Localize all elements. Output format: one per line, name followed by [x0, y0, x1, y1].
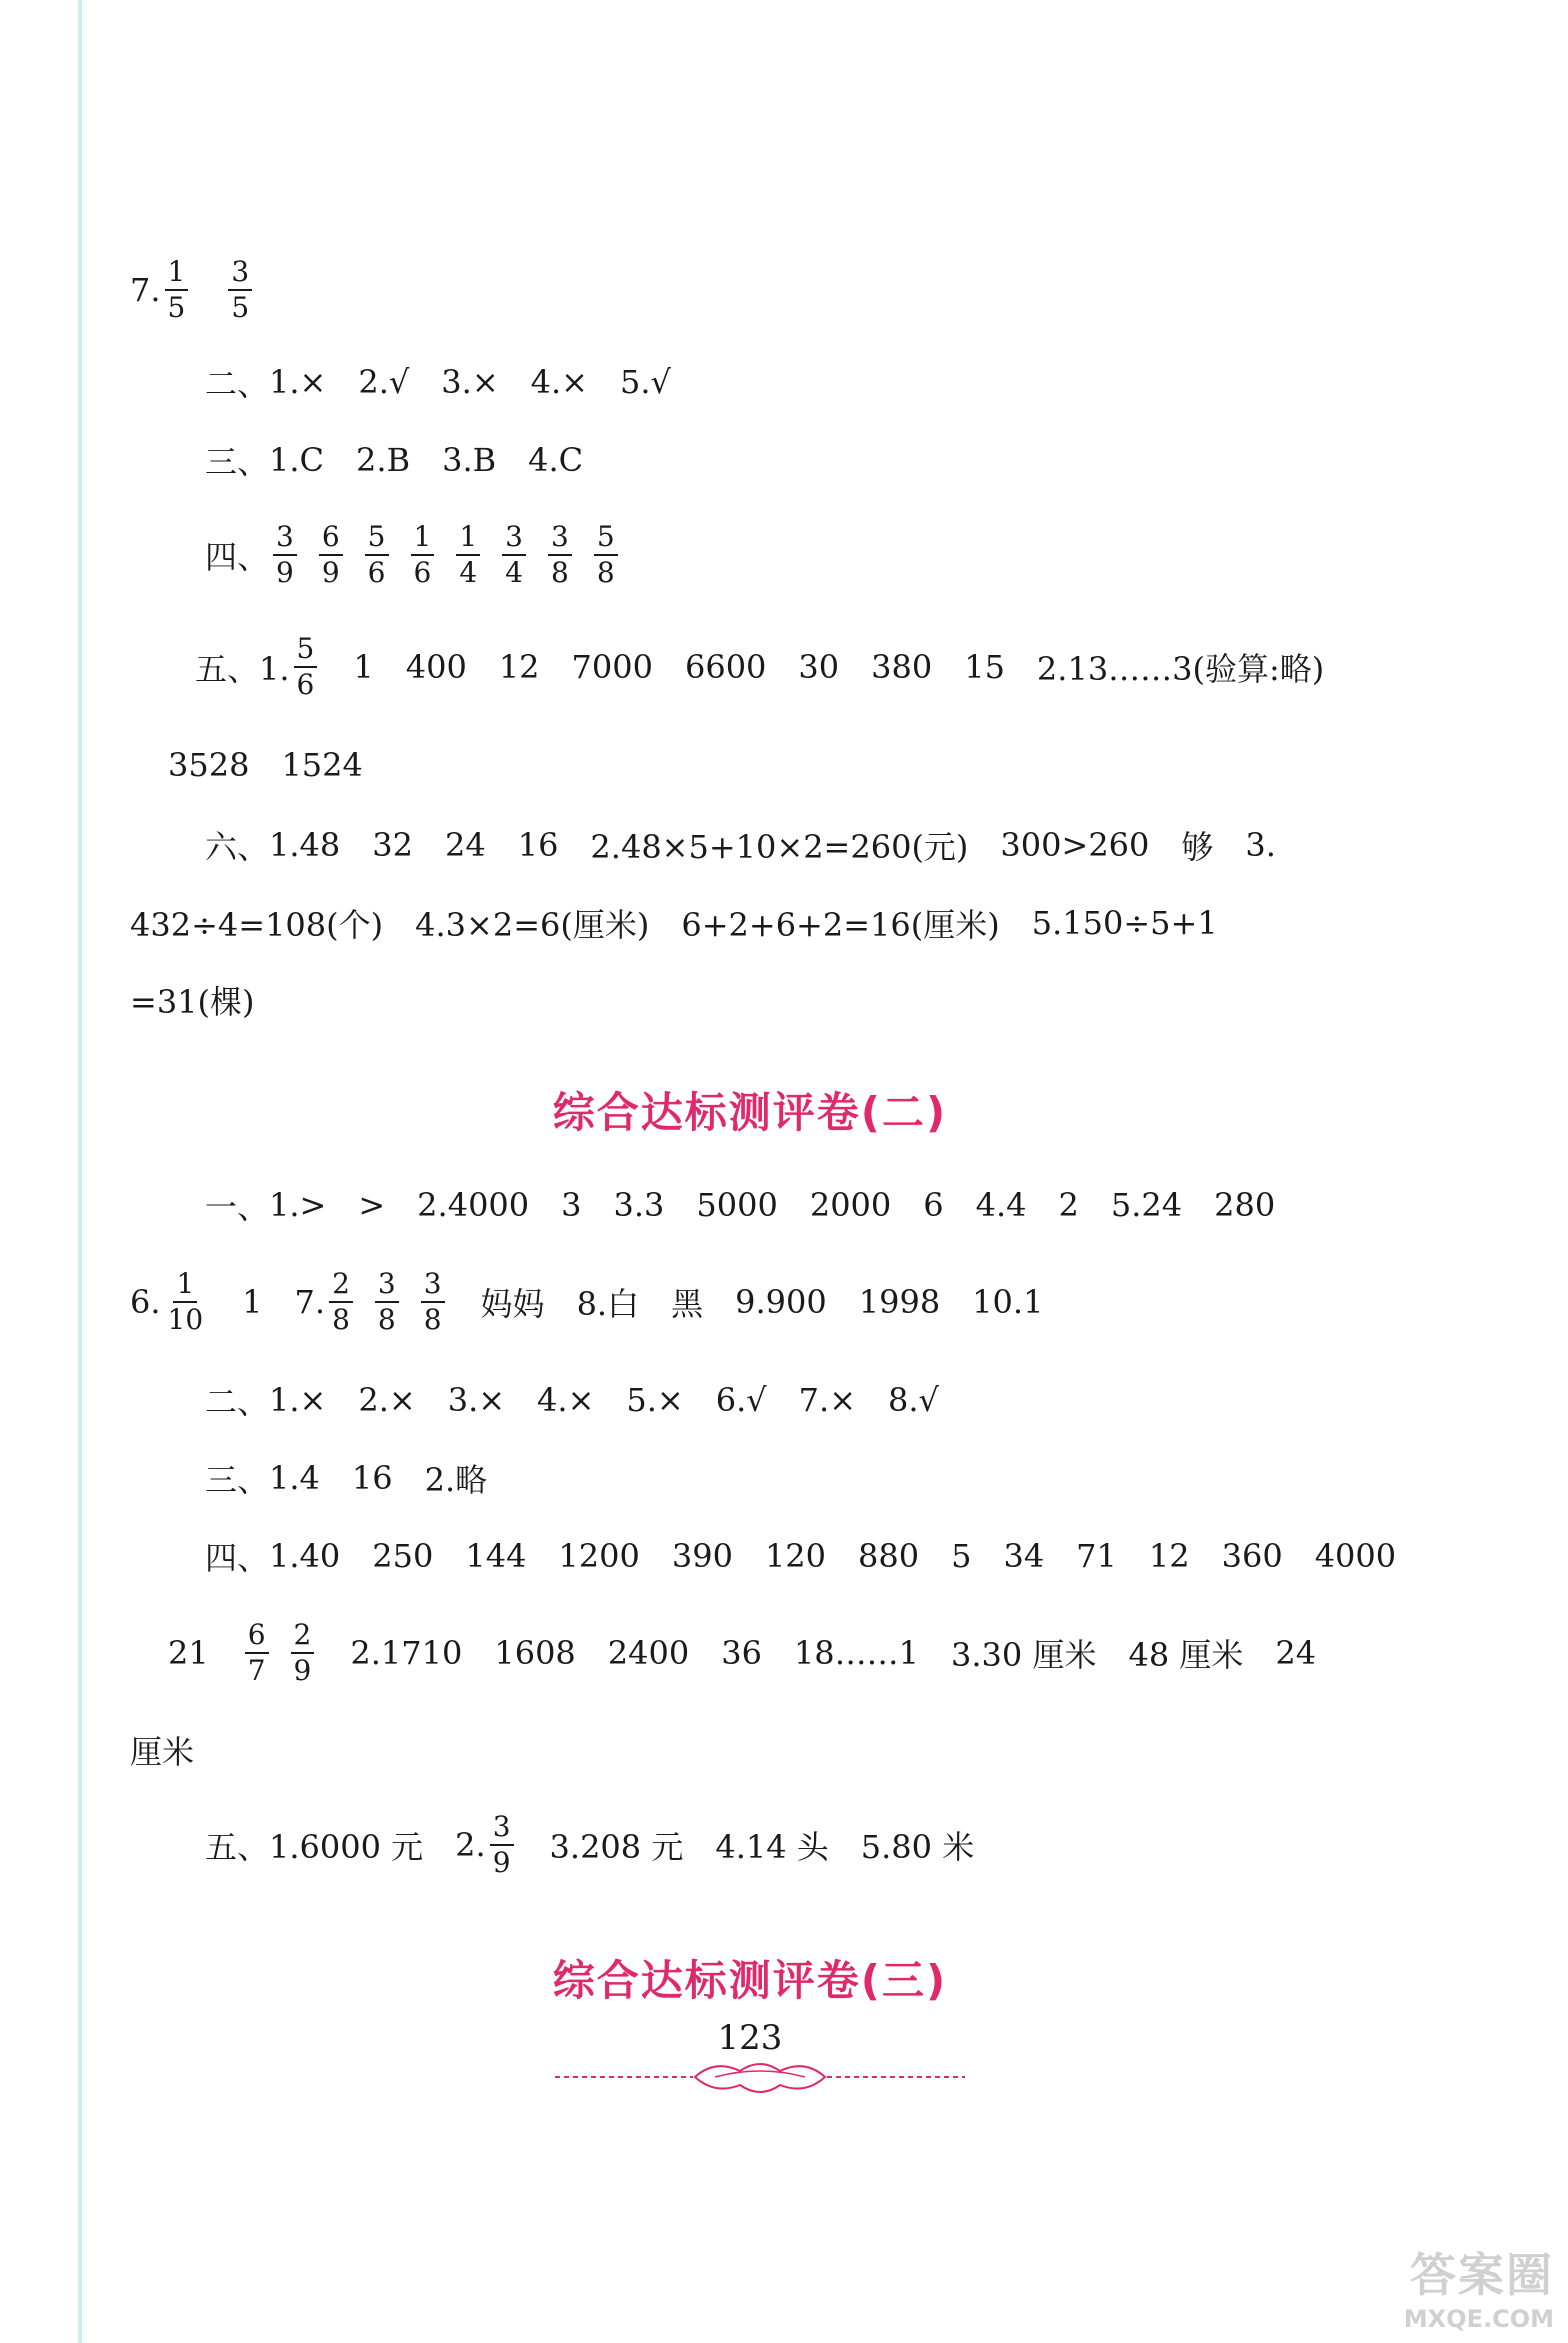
fraction: $\frac{2}{8}$	[329, 1270, 353, 1334]
answer-line	[130, 1720, 194, 1780]
fraction: $\frac{1}{5}$	[165, 258, 189, 322]
answer-item: 5.80 米	[860, 1828, 975, 1866]
answer-item: 24	[1275, 1634, 1317, 1672]
answer-item: 300>260	[1000, 826, 1150, 864]
answer-item: 6.√	[715, 1381, 767, 1419]
answer-line	[130, 893, 1218, 953]
answer-item: 6+2+6+2=16(厘米)	[681, 906, 1000, 944]
section-label: 一、	[205, 1188, 270, 1226]
answer-item: 3.×	[441, 363, 499, 401]
answer-item: 6	[923, 1186, 944, 1224]
answer-line	[205, 815, 1276, 875]
section-label: 六、	[205, 828, 270, 866]
fraction: $\frac{3}{9}$	[273, 523, 297, 587]
item-number: 6.	[130, 1283, 161, 1321]
fraction: $\frac{3}{8}$	[375, 1270, 399, 1334]
answer-line	[168, 1613, 1316, 1693]
answer-item: 3	[561, 1186, 582, 1224]
answer-item: 21	[168, 1634, 209, 1672]
answer-item: 8.√	[888, 1381, 939, 1419]
answer-item: 4.3×2=6(厘米)	[415, 906, 650, 944]
answer-item: 9.900	[735, 1283, 827, 1321]
answer-item: 3.B	[442, 441, 497, 479]
answer-item: 4.C	[528, 441, 584, 479]
answer-item: 1	[242, 1283, 263, 1321]
fraction: $\frac{3}{8}$	[421, 1270, 445, 1334]
item-number: 7.	[294, 1283, 326, 1321]
answer-item: 妈妈	[480, 1285, 545, 1323]
answer-line	[205, 515, 622, 595]
answer-item: 2.1710	[350, 1634, 463, 1672]
answer-item: 4000	[1314, 1537, 1397, 1575]
answer-item: 5.150÷5+1	[1031, 904, 1218, 942]
item-number: 2.	[455, 1826, 486, 1864]
answer-item: 4.14 头	[715, 1828, 829, 1866]
fraction: $\frac{2}{9}$	[291, 1621, 315, 1685]
answer-item: 1.40	[269, 1537, 341, 1575]
answer-item: 144	[465, 1537, 527, 1575]
watermark	[1404, 2239, 1554, 2333]
fraction: $\frac{1}{4}$	[456, 523, 480, 587]
answer-line	[130, 250, 256, 330]
watermark-logo-text: 答案圈	[1410, 2248, 1554, 2302]
section-label: 三、	[205, 1461, 270, 1499]
answer-item: 380	[871, 648, 933, 686]
answer-item: 4.4	[975, 1186, 1027, 1224]
answer-item: 360	[1221, 1537, 1283, 1575]
fraction: $\frac{5}{6}$	[294, 635, 318, 699]
answer-item: 2400	[607, 1634, 690, 1672]
answer-item: 5000	[696, 1186, 778, 1224]
answer-item: 2.4000	[417, 1186, 530, 1224]
section-label: 五、1.	[195, 650, 290, 688]
answer-item: 5.24	[1110, 1186, 1183, 1224]
watermark-url: MXQE.COM	[1403, 2305, 1554, 2333]
section-heading: 综合达标测评卷(三)	[552, 1956, 948, 2005]
answer-item: 3528	[168, 746, 250, 784]
fraction: $\frac{6}{9}$	[319, 523, 343, 587]
answer-item: 1524	[281, 746, 363, 784]
answer-line	[168, 735, 363, 795]
answer-item: 1.>	[269, 1186, 327, 1224]
answer-item: 16	[351, 1459, 393, 1497]
answer-line	[205, 1805, 974, 1885]
answer-item: 1.×	[269, 1381, 327, 1419]
answer-item: 4.×	[530, 363, 588, 401]
answer-item: 16	[517, 826, 559, 864]
answer-line	[205, 352, 671, 412]
fraction: $\frac{5}{6}$	[365, 523, 389, 587]
section-label: 四、	[205, 1539, 270, 1577]
answer-line	[205, 1370, 939, 1430]
answer-item: 黑	[671, 1285, 704, 1323]
answer-item: 32	[372, 826, 413, 864]
answer-item: 2	[1058, 1186, 1079, 1224]
section-label: 二、	[205, 1383, 270, 1421]
answer-item: 2.略	[424, 1461, 488, 1499]
answer-item: 5.×	[626, 1381, 684, 1419]
answer-item: 432÷4=108(个)	[130, 906, 384, 944]
answer-item: 够	[1181, 828, 1214, 866]
answer-item: 1608	[494, 1634, 576, 1672]
answer-item: 7.×	[798, 1381, 856, 1419]
answer-item: 34	[1003, 1537, 1045, 1575]
section-label: 三、	[205, 443, 270, 481]
fraction: $\frac{3}{8}$	[548, 523, 572, 587]
answer-line	[130, 970, 255, 1030]
answer-item: 10.1	[972, 1283, 1044, 1321]
answer-line	[205, 1448, 487, 1508]
answer-line	[205, 430, 583, 490]
answer-item: 厘米	[130, 1733, 195, 1771]
answer-line	[130, 1262, 1043, 1342]
answer-item: 3.×	[447, 1381, 506, 1419]
answer-item: 15	[964, 648, 1005, 686]
answer-item: 24	[444, 826, 486, 864]
fraction: $\frac{6}{7}$	[245, 1621, 269, 1685]
answer-item: 5.√	[619, 363, 671, 401]
answer-item: 7000	[571, 648, 653, 686]
answer-item: 280	[1214, 1186, 1276, 1224]
answer-line	[205, 1175, 1275, 1235]
page-footer-ornament-icon	[555, 2055, 965, 2103]
answer-item: 400	[405, 648, 467, 686]
fraction: $\frac{1}{10}$	[167, 1267, 204, 1336]
answer-item: 250	[372, 1537, 434, 1575]
section-label: 四、	[205, 538, 270, 576]
section-label: 五、	[205, 1828, 270, 1866]
answer-item: 1.6000 元	[269, 1828, 424, 1866]
section-label: 二、	[205, 365, 270, 403]
answer-item: 2.48×5+10×2=260(元)	[590, 828, 969, 866]
answer-item: 1.C	[269, 441, 325, 479]
answer-item: 4.×	[537, 1381, 595, 1419]
answer-item: 2.13……3(验算:略)	[1036, 650, 1325, 688]
answer-item: 8.白	[576, 1285, 640, 1323]
answer-item: 1998	[858, 1283, 941, 1321]
fraction: $\frac{3}{5}$	[228, 258, 252, 322]
page-number: 123	[717, 2018, 783, 2058]
answer-line	[205, 1526, 1396, 1586]
answer-item: 1.48	[269, 826, 341, 864]
answer-item: 2000	[809, 1186, 892, 1224]
item-number: 7.	[130, 271, 161, 309]
answer-item: 71	[1076, 1537, 1117, 1575]
answer-item: 12	[1148, 1537, 1190, 1575]
answer-item: 1200	[558, 1537, 640, 1575]
fraction: $\frac{5}{8}$	[594, 523, 618, 587]
answer-item: 2.B	[356, 441, 411, 479]
answer-item: 880	[858, 1537, 920, 1575]
answer-item: 5	[951, 1537, 972, 1575]
answer-item: 1.4	[269, 1459, 320, 1497]
fraction: $\frac{3}{4}$	[502, 523, 526, 587]
answer-item: >	[358, 1186, 386, 1224]
answer-item: 3.	[1245, 826, 1276, 864]
answer-item: 18……1	[793, 1634, 920, 1672]
answer-item: 1.×	[269, 363, 327, 401]
answer-item: =31(棵)	[130, 983, 255, 1021]
section-heading: 综合达标测评卷(二)	[552, 1088, 948, 1137]
answer-item: 48 厘米	[1128, 1636, 1244, 1674]
answer-item: 12	[498, 648, 540, 686]
answer-item: 2.√	[358, 363, 410, 401]
answer-item: 390	[671, 1537, 733, 1575]
answer-item: 6600	[684, 648, 767, 686]
fraction: $\frac{1}{6}$	[411, 523, 435, 587]
answer-item: 30	[798, 648, 840, 686]
fraction: $\frac{3}{9}$	[490, 1813, 514, 1877]
answer-item: 3.30 厘米	[951, 1636, 1097, 1674]
answer-item: 120	[764, 1537, 827, 1575]
answer-item: 3.208 元	[549, 1828, 684, 1866]
answer-line	[195, 627, 1324, 707]
answer-item: 2.×	[358, 1381, 416, 1419]
answer-item: 1	[353, 648, 374, 686]
answer-item: 3.3	[613, 1186, 665, 1224]
answer-item: 36	[721, 1634, 762, 1672]
